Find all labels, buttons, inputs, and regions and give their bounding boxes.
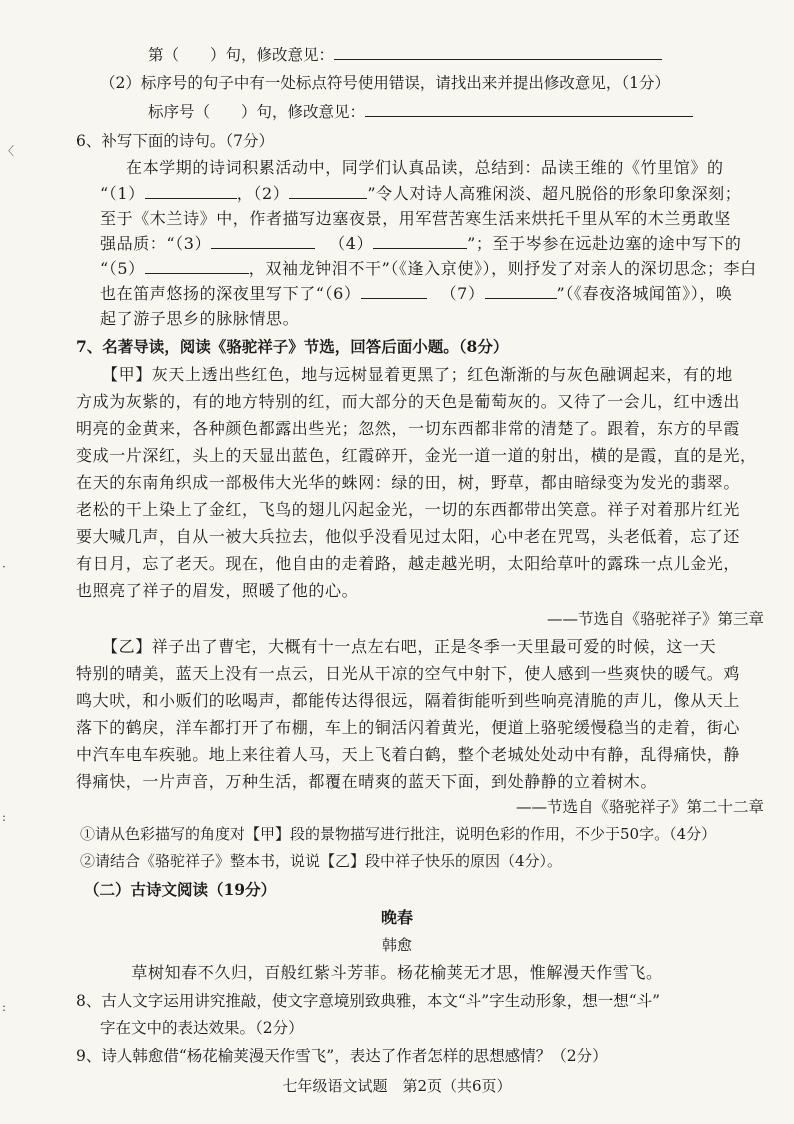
jia-paragraph-line: 也照亮了祥子的眉发，照暖了他的心。 xyxy=(76,581,359,600)
q6-text-line: “（5） ，双袖龙钟泪不干”（《逢入京使》），则抒发了对亲人的深切思念；李白 xyxy=(100,259,757,278)
answer-blank[interactable] xyxy=(373,233,467,249)
q6-text-line: 在本学期的诗词积累活动中，同学们认真品读，总结到：品读王维的《竹里馆》的 xyxy=(126,158,724,177)
yi-source: ——节选自《骆驼祥子》第二十二章 xyxy=(515,798,764,816)
answer-blank[interactable] xyxy=(145,183,237,199)
q5-sub2: （2）标序号的句子中有一处标点符号使用错误，请找出来并提出修改意见，（1分） xyxy=(100,74,670,92)
q6-title: 6、补写下面的诗句。（7分） xyxy=(76,132,274,150)
answer-blank[interactable] xyxy=(145,258,249,274)
answer-blank[interactable] xyxy=(211,233,315,249)
section-title: （二）古诗文阅读（19分） xyxy=(84,880,277,899)
q6-text-line: 起了游子思乡的脉脉情思。 xyxy=(100,309,300,328)
q7-subquestion-1: ①请从色彩描写的角度对【甲】段的景物描写进行批注，说明色彩的作用，不少于50字。（4分） xyxy=(80,825,717,843)
jia-paragraph-line: 方成为灰紫的，有的地方特别的红，而大部分的天色是葡萄灰的。又待了一会儿，红中透出 xyxy=(76,392,741,411)
binding-margin-mark: : xyxy=(2,1000,7,1014)
poem-text: 草树知春不久归，百般红紫斗芳菲。杨花榆荚无才思，惟解漫天作雪飞。 xyxy=(131,963,663,982)
yi-paragraph-line: 得痛快，一片声音，万种生活，都覆在晴爽的蓝天下面，到处静静的立着树木。 xyxy=(76,772,658,791)
yi-paragraph-line: 【乙】祥子出了曹宅，大概有十一点左右吧，正是冬季一天里最可爱的时候，这一天 xyxy=(102,637,717,656)
q8-line: 字在文中的表达效果。（2分） xyxy=(100,1019,304,1037)
binding-margin-mark: : xyxy=(2,810,7,824)
answer-blank[interactable] xyxy=(485,283,557,299)
answer-blank[interactable] xyxy=(365,101,693,117)
jia-paragraph-line: 老松的干上染上了金红，飞鸟的翅儿闪起金光，一切的东西都带出笑意。祥子对着那片红光 xyxy=(76,500,741,519)
q6-text-line: 强品质：“（3） （4） ”；至于岑参在远赴边塞的途中写下的 xyxy=(100,234,742,253)
q9-line: 9、诗人韩愈借“杨花榆荚漫天作雪飞”，表达了作者怎样的思想感情？（2分） xyxy=(76,1047,608,1065)
page-footer: 七年级语文试题 第2页（共6页） xyxy=(282,1077,512,1095)
jia-paragraph-line: 变成一片深红，头上的天显出蓝色，红霞碎开，金光一道一道的射出，横的是霞，直的是光， xyxy=(76,446,757,465)
q6-text-line: 至于《木兰诗》中，作者描写边塞夜景，用军营苦寒生活来烘托千里从军的木兰勇敢坚 xyxy=(100,209,731,228)
q8-line: 8、古人文字运用讲究推敲，使文字意境别致典雅，本文“斗”字生动形象，想一想“斗” xyxy=(76,992,661,1010)
jia-paragraph-line: 在天的东南角织成一部极伟大光华的蛛网：绿的田，树，野草，都由暗绿变为发光的翡翠。 xyxy=(76,473,741,492)
jia-paragraph-line: 要大喊几声，自从一被大兵拉去，他似乎没看见过太阳，心中老在咒骂，头老低着，忘了还 xyxy=(76,527,741,546)
yi-paragraph-line: 特别的晴美，蓝天上没有一点云，日光从干凉的空气中射下，使人感到一些爽快的暖气。鸡 xyxy=(76,664,741,683)
poem-author: 韩愈 xyxy=(381,936,412,954)
q6-text-line: “（1） ，（2） ”令人对诗人高雅闲淡、超凡脱俗的形象印象深刻； xyxy=(100,184,742,203)
jia-paragraph-line: 【甲】灰天上透出些红色，地与远树显着更黑了；红色渐渐的与灰色融调起来，有的地 xyxy=(102,365,733,384)
q7-subquestion-2: ②请结合《骆驼祥子》整本书，说说【乙】段中祥子快乐的原因（4分）。 xyxy=(80,852,563,870)
binding-margin-mark: 〈 xyxy=(2,144,15,158)
q6-text-line: 也在笛声悠扬的深夜里写下了“（6） （7） ”（《春夜洛城闻笛》），唤 xyxy=(100,284,733,303)
yi-paragraph-line: 落下的鹤戾，洋车都打开了布棚，车上的铜活闪着黄光，便道上骆驼缓慢稳当的走着，街心 xyxy=(76,718,741,737)
yi-paragraph-line: 中汽车电车疾驰。地上来往着人马，天上飞着白鹤，整个老城处处动中有静，乱得痛快，静 xyxy=(76,745,741,764)
answer-blank[interactable] xyxy=(361,283,427,299)
jia-source: ——节选自《骆驼祥子》第三章 xyxy=(546,610,764,628)
yi-paragraph-line: 鸣大吠，和小贩们的吆喝声，都能传达得很远，隔着街能听到些响亮清脆的声儿，像从天上 xyxy=(76,691,741,710)
jia-paragraph-line: 明亮的金黄来，各种颜色都露出些光；忽然，一切东西都非常的清楚了。跟着，东方的早霞 xyxy=(76,419,741,438)
q5-line1: 第（ ）句，修改意见： xyxy=(148,44,662,66)
answer-blank[interactable] xyxy=(289,183,367,199)
poem-title: 晚春 xyxy=(380,908,413,927)
q7-title: 7、名著导读，阅读《骆驼祥子》节选，回答后面小题。（8分） xyxy=(76,337,509,356)
binding-margin-mark: · xyxy=(2,560,6,574)
jia-paragraph-line: 有日月，忘了老天。现在，他自由的走着路，越走越光明，太阳给草叶的露珠一点儿金光， xyxy=(76,554,741,573)
answer-blank[interactable] xyxy=(334,44,662,60)
q5-line2: 标序号（ ）句，修改意见： xyxy=(148,101,693,123)
